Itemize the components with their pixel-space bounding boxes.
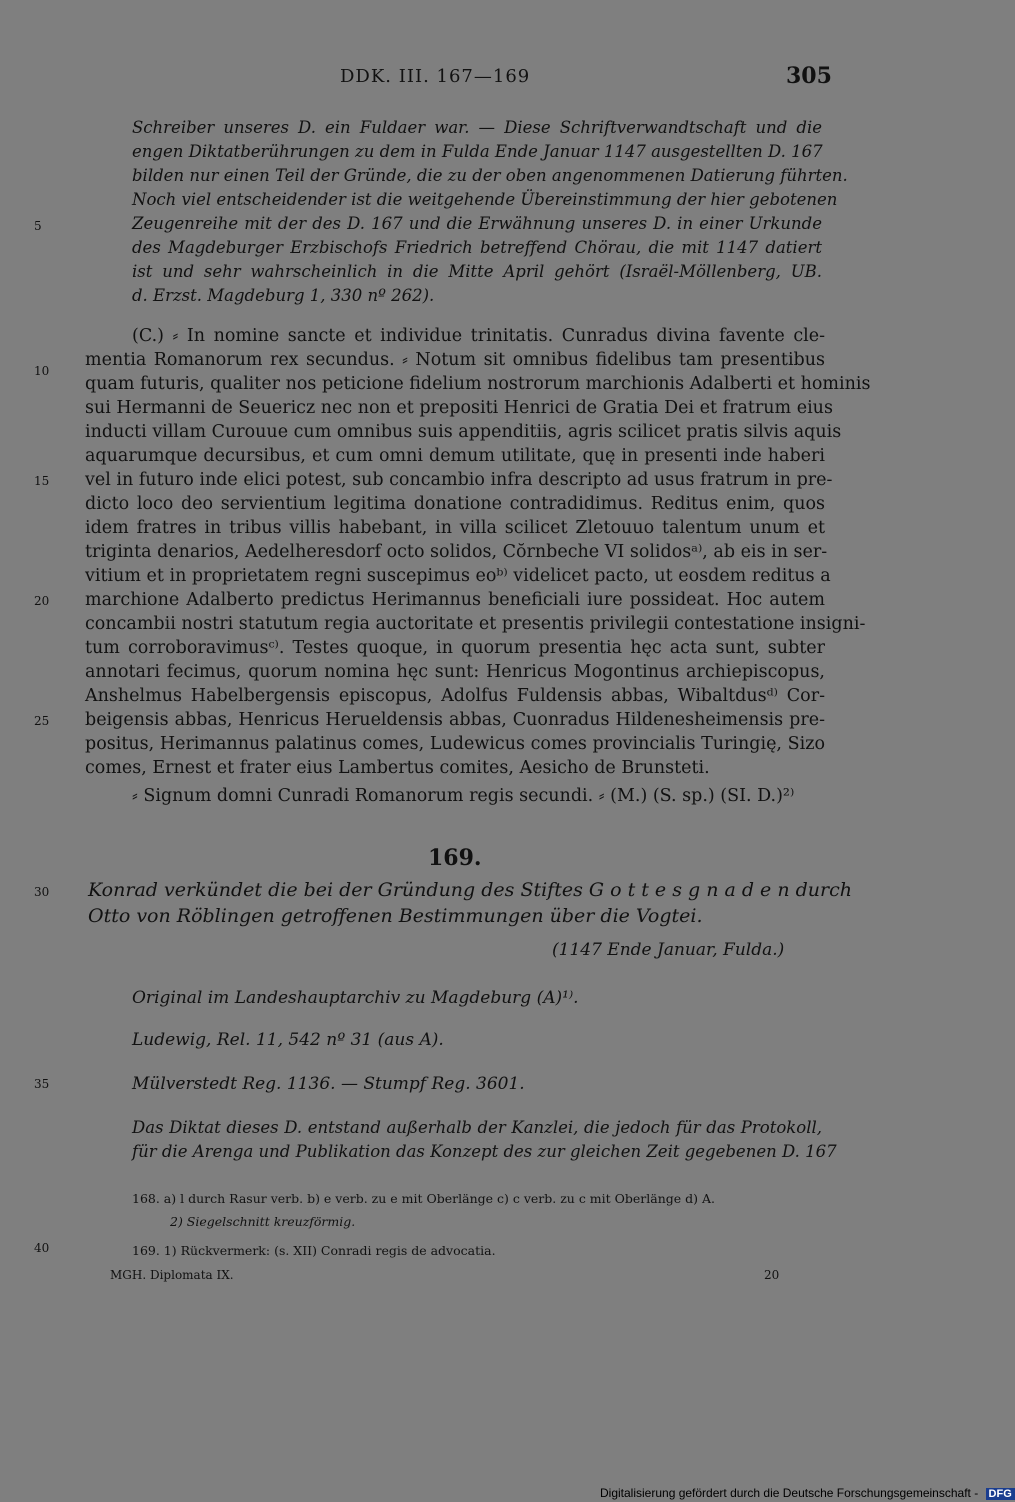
intro-line: bilden nur einen Teil der Gründe, die zu der oben angenommenen Datierung führten. — [132, 166, 848, 185]
intro-line: engen Diktatberührungen zu dem in Fulda Ende Januar 1147 ausgestellten D. 167 — [132, 142, 823, 161]
charter-line: triginta denarios, Aedelheresdorf octo solidos, Cŏrnbeche VI solidosᵃ⁾, ab eis in ser- — [85, 542, 828, 562]
line-number: 10 — [34, 364, 50, 378]
charter-line: annotari fecimus, quorum nomina hęc sunt: Henricus Mogontinus archiepiscopus, — [85, 662, 825, 682]
footer-series: MGH. Diplomata IX. — [110, 1268, 234, 1282]
dfg-credit — [600, 1486, 1015, 1500]
charter-line: vitium et in proprietatem regni suscepimus eoᵇ⁾ videlicet pacto, ut eosdem reditus a — [85, 566, 831, 586]
source-entry: Ludewig, Rel. 11, 542 nº 31 (aus A). — [132, 1030, 444, 1050]
charter-line: sui Hermanni de Seuericz nec non et prepositi Henrici de Gratia Dei et fratrum eius — [85, 398, 833, 418]
charter-line: beigensis abbas, Henricus Herueldensis abbas, Cuonradus Hildenesheimensis pre- — [85, 710, 825, 730]
commentary-line: für die Arenga und Publikation das Konzept des zur gleichen Zeit gegebenen D. 167 — [132, 1142, 837, 1161]
charter-line: Anshelmus Habelbergensis episcopus, Adolfus Fuldensis abbas, Wibaltdusᵈ⁾ Cor- — [85, 686, 825, 706]
footer-sheet-number: 20 — [764, 1268, 780, 1282]
regest-line: Konrad verkündet die bei der Gründung des Stiftes G o t t e s g n a d e n durch — [88, 879, 852, 901]
charter-line: positus, Herimannus palatinus comes, Ludewicus comes provincialis Turingię, Sizo — [85, 734, 825, 754]
dfg-credit-text: Digitalisierung gefördert durch die Deutsche Forschungsgemeinschaft - — [600, 1486, 979, 1500]
intro-line: des Magdeburger Erzbischofs Friedrich betreffend Chörau, die mit 1147 datiert — [132, 238, 822, 257]
source-entry: Original im Landeshauptarchiv zu Magdeburg (A)¹⁾. — [132, 988, 579, 1008]
charter-line: dicto loco deo servientium legitima donatione contradidimus. Reditus enim, quos — [85, 494, 825, 514]
page-number: 305 — [786, 63, 832, 89]
charter-line: vel in futuro inde elici potest, sub concambio infra descripto ad usus fratrum in pre- — [85, 470, 833, 490]
intro-line: d. Erzst. Magdeburg 1, 330 nº 262). — [132, 286, 435, 305]
line-number: 40 — [34, 1241, 50, 1255]
commentary-line: Das Diktat dieses D. entstand außerhalb der Kanzlei, die jedoch für das Protokoll, — [132, 1118, 822, 1137]
source-entry: Mülverstedt Reg. 1136. — Stumpf Reg. 3601. — [132, 1074, 525, 1094]
running-head: DDK. III. 167—169 — [340, 66, 531, 87]
document-number: 169. — [428, 845, 482, 871]
charter-line: marchione Adalberto predictus Herimannus beneficiali iure possideat. Hoc autem — [85, 590, 825, 610]
intro-line: Zeugenreihe mit der des D. 167 und die Erwähnung unseres D. in einer Urkunde — [132, 214, 822, 233]
charter-line: tum corroboravimusᶜ⁾. Testes quoque, in quorum presentia hęc acta sunt, subter — [85, 638, 825, 658]
intro-line: ist und sehr wahrscheinlich in die Mitte April gehört (Israël-Möllenberg, UB. — [132, 262, 822, 281]
line-number: 15 — [34, 474, 50, 488]
footnote-168-2: 2) Siegelschnitt kreuzförmig. — [170, 1214, 356, 1229]
line-number: 30 — [34, 885, 50, 899]
charter-line: quam futuris, qualiter nos peticione fidelium nostrorum marchionis Adalberti et hominis — [85, 374, 871, 394]
charter-line: concambii nostri statutum regia auctoritate et presentis privilegii contestatione insigni- — [85, 614, 866, 634]
charter-line: aquarumque decursibus, et cum omni demum utilitate, quę in presenti inde haberi — [85, 446, 825, 466]
charter-line: idem fratres in tribus villis habebant, in villa scilicet Zletouuo talentum unum et — [85, 518, 825, 538]
line-number: 35 — [34, 1077, 50, 1091]
charter-line: inducti villam Curouue cum omnibus suis appenditiis, agris scilicet pratis silvis aquis — [85, 422, 842, 442]
footnote-168: 168. a) l durch Rasur verb. b) e verb. zu e mit Oberlänge c) c verb. zu c mit Oberlänge d) A. — [132, 1191, 715, 1206]
line-number: 5 — [34, 219, 42, 233]
regest-line: Otto von Röblingen getroffenen Bestimmungen über die Vogtei. — [88, 905, 703, 927]
intro-line: Noch viel entscheidender ist die weitgehende Übereinstimmung der hier gebotenen — [132, 190, 838, 209]
charter-line: (C.) ⸗ In nomine sancte et individue trinitatis. Cunradus divina favente cle- — [132, 326, 825, 346]
charter-line: mentia Romanorum rex secundus. ⸗ Notum sit omnibus fidelibus tam presentibus — [85, 350, 825, 370]
document-date: (1147 Ende Januar, Fulda.) — [552, 940, 785, 960]
signum-line: ⸗ Signum domni Cunradi Romanorum regis secundi. ⸗ (M.) (S. sp.) (SI. D.)²⁾ — [132, 786, 795, 806]
footnote-169: 169. 1) Rückvermerk: (s. XII) Conradi regis de advocatia. — [132, 1243, 496, 1258]
charter-line: comes, Ernest et frater eius Lambertus comites, Aesicho de Brunsteti. — [85, 758, 710, 778]
dfg-logo: DFG — [986, 1488, 1015, 1500]
line-number: 20 — [34, 594, 50, 608]
intro-line: Schreiber unseres D. ein Fuldaer war. — Diese Schriftverwandtschaft und die — [132, 118, 822, 137]
line-number: 25 — [34, 714, 50, 728]
